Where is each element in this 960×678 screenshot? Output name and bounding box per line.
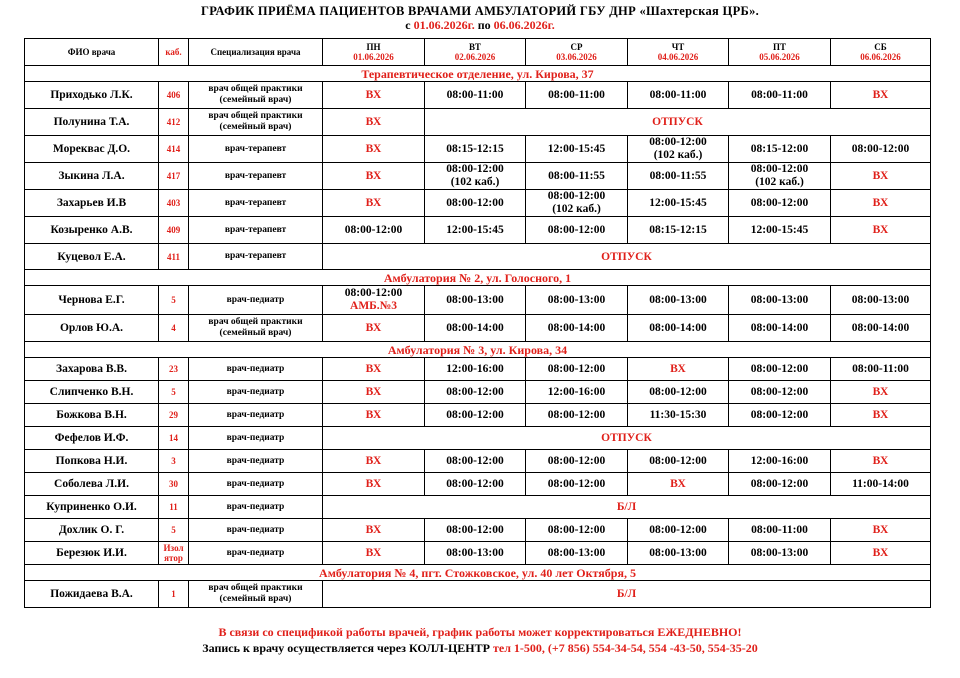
specialization: врач-педиатр <box>189 473 323 496</box>
specialization: врач-терапевт <box>189 136 323 163</box>
schedule-cell <box>323 450 425 473</box>
callcenter-text: Запись к врачу осуществляется через КОЛЛ-ЦЕНТР <box>202 641 490 655</box>
column-header-day: СБ 06.06.2026 <box>831 39 931 66</box>
schedule-cell <box>323 358 425 381</box>
schedule-cell-line: 12:00-15:45 <box>750 223 809 236</box>
specialization: врач-терапевт <box>189 217 323 244</box>
schedule-cell <box>425 82 526 109</box>
doctor-name: Мореквас Д.О. <box>25 136 159 163</box>
schedule-cell <box>425 473 526 496</box>
schedule-cell-line: 08:00-12:00 <box>344 223 403 236</box>
column-header-day: СР 03.06.2026 <box>526 39 628 66</box>
table-row <box>25 286 931 315</box>
schedule-body <box>25 66 931 608</box>
cabinet-number: 5 <box>159 519 189 542</box>
schedule-cell-line: 08:00-11:00 <box>751 523 808 536</box>
schedule-cell-line: 08:00-12:00 <box>547 190 606 202</box>
schedule-cell-line: 08:00-12:00 <box>750 163 809 175</box>
schedule-cell-line: 08:00-12:00 <box>547 408 606 421</box>
cabinet-number: 411 <box>159 244 189 270</box>
absence-status: ОТПУСК <box>425 109 931 136</box>
table-row <box>25 404 931 427</box>
table-row <box>25 190 931 217</box>
doctor-name: Дохлик О. Г. <box>25 519 159 542</box>
schedule-cell <box>526 82 628 109</box>
schedule-cell <box>729 358 831 381</box>
cabinet-number: 406 <box>159 82 189 109</box>
schedule-cell <box>425 217 526 244</box>
doctor-name: Пожидаева В.А. <box>25 581 159 608</box>
schedule-cell <box>425 519 526 542</box>
schedule-cell-line: 12:00-15:45 <box>547 142 606 155</box>
schedule-cell <box>526 450 628 473</box>
period-line <box>0 18 960 33</box>
schedule-cell <box>425 404 526 427</box>
schedule-table <box>24 38 931 608</box>
schedule-cell <box>526 286 628 315</box>
schedule-cell <box>323 217 425 244</box>
schedule-cell-line: 08:00-12:00 <box>446 523 504 536</box>
schedule-cell <box>323 542 425 565</box>
section-row <box>25 342 931 358</box>
column-header-cab: каб. <box>159 39 189 66</box>
schedule-cell-line: 08:00-12:00 <box>446 454 504 467</box>
schedule-cell <box>831 82 931 109</box>
schedule-cell <box>425 358 526 381</box>
column-header-day: ПТ 05.06.2026 <box>729 39 831 66</box>
cabinet-number: 5 <box>159 286 189 315</box>
schedule-cell <box>425 315 526 342</box>
cabinet-number: 414 <box>159 136 189 163</box>
schedule-cell <box>425 381 526 404</box>
table-header-row <box>25 39 931 66</box>
table-row <box>25 427 931 450</box>
schedule-cell-line: ВХ <box>872 454 889 467</box>
absence-status: Б/Л <box>323 496 931 519</box>
schedule-cell-line: 08:00-12:00 <box>750 477 809 490</box>
table-row <box>25 315 931 342</box>
schedule-cell <box>831 519 931 542</box>
schedule-cell <box>831 315 931 342</box>
schedule-cell <box>323 381 425 404</box>
schedule-cell <box>323 190 425 217</box>
schedule-cell <box>628 358 729 381</box>
schedule-cell <box>425 136 526 163</box>
schedule-cell <box>628 381 729 404</box>
schedule-cell <box>628 163 729 190</box>
schedule-cell-line: ВХ <box>365 362 382 375</box>
schedule-cell-line: 08:00-12:00 <box>446 385 504 398</box>
schedule-cell <box>831 136 931 163</box>
doctor-name: Куприненко О.И. <box>25 496 159 519</box>
schedule-cell-line: ВХ <box>365 408 382 421</box>
schedule-cell <box>425 190 526 217</box>
schedule-cell-line: 08:00-14:00 <box>547 321 606 334</box>
cabinet-number: 409 <box>159 217 189 244</box>
cabinet-number: 23 <box>159 358 189 381</box>
schedule-cell <box>628 473 729 496</box>
schedule-cell-line: 08:00-12:00 <box>750 362 809 375</box>
schedule-cell <box>628 542 729 565</box>
schedule-cell-line: 08:00-13:00 <box>547 293 606 306</box>
page-title: ГРАФИК ПРИЁМА ПАЦИЕНТОВ ВРАЧАМИ АМБУЛАТОРИЙ ГБУ ДНР «Шахтерская ЦРБ». <box>200 4 760 18</box>
schedule-cell-line: 08:00-11:55 <box>649 169 707 182</box>
specialization: врач-педиатр <box>189 286 323 315</box>
schedule-cell-line: (102 каб.) <box>450 176 500 188</box>
schedule-cell <box>323 404 425 427</box>
cabinet-number: 403 <box>159 190 189 217</box>
specialization: врач-педиатр <box>189 404 323 427</box>
schedule-cell-line: 08:00-14:00 <box>649 321 707 334</box>
table-row <box>25 217 931 244</box>
schedule-cell <box>628 217 729 244</box>
schedule-cell-line: 08:00-13:00 <box>750 293 809 306</box>
schedule-cell-line: ВХ <box>670 362 686 375</box>
schedule-cell-line: 08:00-14:00 <box>750 321 809 334</box>
schedule-cell <box>526 358 628 381</box>
schedule-cell-line: 08:00-12:00 <box>446 196 504 209</box>
schedule-cell-line: ВХ <box>872 223 889 236</box>
doctor-name: Попкова Н.И. <box>25 450 159 473</box>
table-row <box>25 542 931 565</box>
period-to-date: 06.06.2026г. <box>493 18 555 32</box>
schedule-cell-line: 12:00-16:00 <box>547 385 606 398</box>
schedule-cell-line: 08:00-11:00 <box>852 362 909 375</box>
schedule-cell-line: АМБ.№3 <box>350 300 397 312</box>
doctor-name: Полунина Т.А. <box>25 109 159 136</box>
cabinet-number: 412 <box>159 109 189 136</box>
schedule-cell-line: 08:00-11:55 <box>548 169 605 182</box>
schedule-cell <box>729 82 831 109</box>
schedule-cell-line: ВХ <box>872 523 889 536</box>
schedule-cell <box>526 190 628 217</box>
schedule-cell <box>425 450 526 473</box>
table-row <box>25 381 931 404</box>
specialization: врач общей практики (семейный врач) <box>189 109 323 136</box>
specialization: врач общей практики (семейный врач) <box>189 315 323 342</box>
schedule-cell <box>628 315 729 342</box>
notice-text: В связи со спецификой работы врачей, график работы может корректироваться ЕЖЕДНЕВНО! <box>218 625 742 639</box>
schedule-cell <box>323 315 425 342</box>
schedule-cell-line: 08:15-12:00 <box>750 142 809 155</box>
section-title: Амбулатория № 3, ул. Кирова, 34 <box>25 342 931 358</box>
schedule-cell-line: ВХ <box>872 385 889 398</box>
specialization: врач общей практики (семейный врач) <box>189 581 323 608</box>
specialization: врач-педиатр <box>189 496 323 519</box>
schedule-cell-line: 08:00-13:00 <box>851 293 910 306</box>
schedule-cell-line: ВХ <box>872 408 889 421</box>
schedule-cell-line: 08:15-12:15 <box>649 223 707 236</box>
doctor-name: Орлов Ю.А. <box>25 315 159 342</box>
section-row <box>25 66 931 82</box>
schedule-cell <box>526 217 628 244</box>
schedule-cell <box>831 286 931 315</box>
period-to-label: по <box>477 18 491 32</box>
absence-status: Б/Л <box>323 581 931 608</box>
schedule-cell-line: 08:15-12:15 <box>446 142 504 155</box>
schedule-cell <box>323 519 425 542</box>
doctor-name: Фефелов И.Ф. <box>25 427 159 450</box>
schedule-cell <box>729 381 831 404</box>
schedule-cell <box>323 109 425 136</box>
column-header-spec: Специализация врача <box>189 39 323 66</box>
schedule-cell-line: 08:00-12:00 <box>750 385 809 398</box>
schedule-cell <box>831 190 931 217</box>
doctor-name: Чернова Е.Г. <box>25 286 159 315</box>
table-row <box>25 136 931 163</box>
schedule-cell <box>831 163 931 190</box>
doctor-name: Божкова В.Н. <box>25 404 159 427</box>
schedule-cell-line: ВХ <box>365 88 382 101</box>
section-row <box>25 270 931 286</box>
schedule-cell-line: (102 каб.) <box>755 176 804 188</box>
schedule-cell <box>831 358 931 381</box>
schedule-cell-line: 08:00-12:00 <box>547 223 606 236</box>
schedule-cell <box>628 136 729 163</box>
schedule-cell-line: 12:00-16:00 <box>750 454 809 467</box>
specialization: врач-педиатр <box>189 427 323 450</box>
schedule-cell-line: ВХ <box>365 385 382 398</box>
schedule-cell-line: ВХ <box>365 169 382 182</box>
schedule-cell-line: 08:00-12:00 <box>750 196 809 209</box>
table-row <box>25 450 931 473</box>
specialization: врач-педиатр <box>189 519 323 542</box>
schedule-cell <box>526 136 628 163</box>
specialization: врач-педиатр <box>189 358 323 381</box>
cabinet-number: 5 <box>159 381 189 404</box>
table-row <box>25 473 931 496</box>
schedule-cell-line: ВХ <box>872 196 889 209</box>
schedule-cell-line: 08:00-12:00 <box>649 385 707 398</box>
schedule-cell-line: (102 каб.) <box>552 203 601 215</box>
doctor-name: Соболева Л.И. <box>25 473 159 496</box>
schedule-cell <box>628 450 729 473</box>
schedule-cell-line: 11:00-14:00 <box>852 477 909 490</box>
specialization: врач-педиатр <box>189 542 323 565</box>
schedule-cell-line: 08:00-12:00 <box>649 136 707 148</box>
schedule-cell-line: 12:00-16:00 <box>446 362 504 375</box>
schedule-cell-line: 08:00-12:00 <box>446 408 504 421</box>
schedule-cell <box>323 82 425 109</box>
specialization: врач-терапевт <box>189 190 323 217</box>
schedule-cell-line: 08:00-13:00 <box>446 293 504 306</box>
schedule-cell <box>425 542 526 565</box>
column-header-day: ЧТ 04.06.2026 <box>628 39 729 66</box>
schedule-cell-line: 08:00-13:00 <box>649 546 707 559</box>
schedule-cell-line: 08:00-13:00 <box>750 546 809 559</box>
schedule-cell-line: 08:00-14:00 <box>851 321 910 334</box>
doctor-name: Слипченко В.Н. <box>25 381 159 404</box>
column-header-day: ВТ 02.06.2026 <box>425 39 526 66</box>
schedule-cell-line: ВХ <box>365 321 382 334</box>
table-row <box>25 244 931 270</box>
schedule-cell <box>831 473 931 496</box>
schedule-cell <box>526 163 628 190</box>
schedule-cell-line: 12:00-15:45 <box>649 196 707 209</box>
schedule-cell-line: 08:00-12:00 <box>547 454 606 467</box>
schedule-cell-line: 08:00-11:00 <box>548 88 605 101</box>
table-row <box>25 82 931 109</box>
schedule-cell-line: 08:00-13:00 <box>649 293 707 306</box>
table-row <box>25 581 931 608</box>
table-row <box>25 109 931 136</box>
callcenter-line <box>0 641 960 656</box>
table-row <box>25 496 931 519</box>
schedule-cell <box>526 542 628 565</box>
schedule-cell-line: ВХ <box>872 546 889 559</box>
schedule-cell-line: 08:00-12:00 <box>547 523 606 536</box>
schedule-cell <box>628 519 729 542</box>
cabinet-number: Изол ятор <box>159 542 189 565</box>
schedule-cell <box>831 404 931 427</box>
absence-status: ОТПУСК <box>323 244 931 270</box>
schedule-cell-line: 08:00-11:00 <box>649 88 707 101</box>
schedule-cell <box>729 473 831 496</box>
schedule-cell-line: (102 каб.) <box>653 149 703 161</box>
schedule-cell-line: 08:00-12:00 <box>547 477 606 490</box>
schedule-cell-line: 08:00-12:00 <box>750 408 809 421</box>
cabinet-number: 4 <box>159 315 189 342</box>
schedule-cell-line: 08:00-13:00 <box>547 546 606 559</box>
schedule-cell <box>729 450 831 473</box>
schedule-cell <box>425 163 526 190</box>
schedule-cell <box>729 315 831 342</box>
cabinet-number: 11 <box>159 496 189 519</box>
absence-status: ОТПУСК <box>323 427 931 450</box>
schedule-cell-line: ВХ <box>365 477 382 490</box>
schedule-cell-line: 08:00-12:00 <box>344 287 403 299</box>
schedule-cell-line: 08:00-12:00 <box>547 362 606 375</box>
schedule-cell <box>729 542 831 565</box>
schedule-cell <box>729 163 831 190</box>
schedule-cell-line: 08:00-13:00 <box>446 546 504 559</box>
doctor-name: Захарьев И.В <box>25 190 159 217</box>
schedule-cell-line: 08:00-12:00 <box>649 523 707 536</box>
schedule-cell-line: ВХ <box>365 196 382 209</box>
schedule-cell-line: ВХ <box>365 546 382 559</box>
schedule-cell-line: 08:00-11:00 <box>446 88 504 101</box>
section-title: Амбулатория № 2, ул. Голосного, 1 <box>25 270 931 286</box>
schedule-cell <box>628 190 729 217</box>
schedule-cell <box>729 217 831 244</box>
doctor-name: Березюк И.И. <box>25 542 159 565</box>
column-header-name: ФИО врача <box>25 39 159 66</box>
column-header-day: ПН 01.06.2026 <box>323 39 425 66</box>
schedule-cell <box>526 315 628 342</box>
cabinet-number: 30 <box>159 473 189 496</box>
schedule-cell <box>831 542 931 565</box>
cabinet-number: 1 <box>159 581 189 608</box>
specialization: врач-педиатр <box>189 381 323 404</box>
schedule-cell-line: 08:00-14:00 <box>446 321 504 334</box>
schedule-cell-line: ВХ <box>670 477 686 490</box>
table-row <box>25 519 931 542</box>
doctor-name: Захарова В.В. <box>25 358 159 381</box>
schedule-cell-line: 08:00-12:00 <box>446 163 504 175</box>
schedule-cell <box>628 82 729 109</box>
schedule-cell-line: 08:00-12:00 <box>851 142 910 155</box>
schedule-cell-line: 08:00-12:00 <box>649 454 707 467</box>
period-from-label: с <box>405 18 411 32</box>
schedule-cell-line: 08:00-11:00 <box>751 88 808 101</box>
schedule-cell <box>323 136 425 163</box>
schedule-cell <box>323 286 425 315</box>
specialization: врач-терапевт <box>189 244 323 270</box>
schedule-cell-line: ВХ <box>872 88 889 101</box>
schedule-cell <box>729 404 831 427</box>
specialization: врач-педиатр <box>189 450 323 473</box>
cabinet-number: 3 <box>159 450 189 473</box>
table-row <box>25 163 931 190</box>
period-from-date: 01.06.2026г. <box>413 18 475 32</box>
schedule-cell <box>323 473 425 496</box>
schedule-cell-line: ВХ <box>365 454 382 467</box>
schedule-cell <box>729 136 831 163</box>
schedule-cell <box>425 286 526 315</box>
schedule-cell <box>628 404 729 427</box>
section-row <box>25 565 931 581</box>
schedule-cell <box>831 217 931 244</box>
schedule-cell-line: 12:00-15:45 <box>446 223 504 236</box>
schedule-cell <box>526 381 628 404</box>
schedule-cell <box>831 381 931 404</box>
doctor-name: Куцевол Е.А. <box>25 244 159 270</box>
section-title: Терапевтическое отделение, ул. Кирова, 37 <box>25 66 931 82</box>
callcenter-phones: тел 1-500, (+7 856) 554-34-54, 554 -43-50, 554-35-20 <box>492 641 758 655</box>
specialization: врач-терапевт <box>189 163 323 190</box>
schedule-cell-line: ВХ <box>365 115 382 128</box>
cabinet-number: 29 <box>159 404 189 427</box>
schedule-cell-line: ВХ <box>365 523 382 536</box>
schedule-cell-line: ВХ <box>872 169 889 182</box>
schedule-cell <box>526 519 628 542</box>
schedule-cell <box>526 404 628 427</box>
doctor-name: Козыренко А.В. <box>25 217 159 244</box>
section-title: Амбулатория № 4, пгт. Стожковское, ул. 40 лет Октября, 5 <box>25 565 931 581</box>
schedule-cell <box>628 286 729 315</box>
table-row <box>25 358 931 381</box>
schedule-cell-line: ВХ <box>365 142 382 155</box>
specialization: врач общей практики (семейный врач) <box>189 82 323 109</box>
schedule-cell <box>831 450 931 473</box>
schedule-cell <box>526 473 628 496</box>
doctor-name: Зыкина Л.А. <box>25 163 159 190</box>
schedule-cell <box>729 190 831 217</box>
schedule-cell-line: 08:00-12:00 <box>446 477 504 490</box>
cabinet-number: 14 <box>159 427 189 450</box>
cabinet-number: 417 <box>159 163 189 190</box>
schedule-cell <box>323 163 425 190</box>
schedule-cell <box>729 519 831 542</box>
schedule-cell-line: 11:30-15:30 <box>649 408 707 421</box>
doctor-name: Приходько Л.К. <box>25 82 159 109</box>
schedule-cell <box>729 286 831 315</box>
